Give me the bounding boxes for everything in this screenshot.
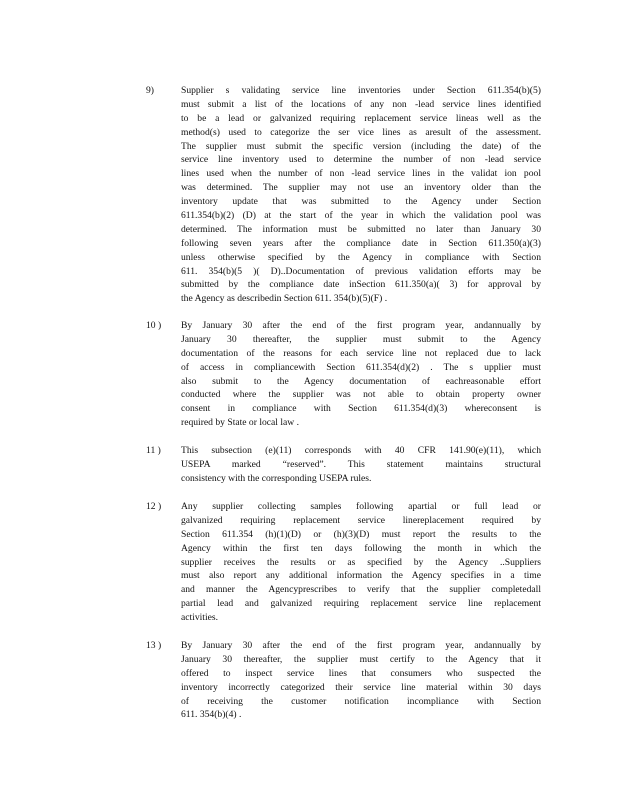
paragraph-line: was determined. The supplier may not use an inventory older than the bbox=[181, 182, 541, 194]
item-paragraph bbox=[181, 319, 541, 430]
paragraph-line: to be a lead or galvanized requiring replacement service lineas well as the bbox=[181, 112, 541, 124]
item-number: 10 ) bbox=[146, 320, 162, 331]
paragraph-line: conducted where the supplier was not able to obtain property owner bbox=[181, 389, 541, 401]
paragraph-line: offered to inspect service lines that consumers who suspected the bbox=[181, 667, 541, 679]
item-number: 9) bbox=[146, 85, 154, 96]
paragraph-line: Section 611.354 (h)(1)(D) or (h)(3)(D) must report the results to the bbox=[181, 528, 541, 540]
paragraph-line: 611. 354(b)(4) . bbox=[181, 709, 242, 721]
paragraph-line: Any supplier collecting samples following apartial or full lead or bbox=[181, 501, 541, 512]
paragraph-line: submitted by the compliance date inSection 611.350(a)( 3) for approval by bbox=[181, 279, 541, 291]
paragraph-line: of receiving the customer notification incompliance with Section bbox=[181, 695, 541, 707]
item-number: 13 ) bbox=[146, 640, 162, 651]
item-paragraph bbox=[181, 444, 541, 486]
paragraph-line: galvanized requiring replacement service linereplacement required by bbox=[181, 514, 541, 526]
paragraph-line: partial lead and galvanized requiring replacement service line replacement bbox=[181, 598, 541, 610]
paragraph-line: documentation of the reasons for each service line not replaced due to lack bbox=[181, 347, 541, 359]
paragraph-line: must submit a list of the locations of any non -lead service lines identified bbox=[181, 98, 541, 110]
paragraph-line: must also report any additional information the Agency specifies in a time bbox=[181, 570, 541, 582]
paragraph-line: January 30 thereafter, the supplier must certify to the Agency that it bbox=[181, 653, 541, 665]
paragraph-line: inventory update that was submitted to the Agency under Section bbox=[181, 196, 541, 208]
paragraph-line: and manner the Agencyprescribes to verify that the supplier completedall bbox=[181, 584, 541, 596]
paragraph-line: By January 30 after the end of the first program year, andannually by bbox=[181, 320, 541, 331]
paragraph-line: The supplier must submit the specific version (including the date) of the bbox=[181, 140, 541, 152]
paragraph-line: the Agency as describedin Section 611. 354(b)(5)(F) . bbox=[181, 293, 388, 305]
paragraph-line: inventory incorrectly categorized their service line material within 30 days bbox=[181, 681, 541, 693]
paragraph-line: method(s) used to categorize the ser vice lines as aresult of the assessment. bbox=[181, 126, 541, 138]
paragraph-line: consent in compliance with Section 611.354(d)(3) whereconsent is bbox=[181, 403, 541, 415]
paragraph-line: unless otherwise specified by the Agency in compliance with Section bbox=[181, 251, 541, 263]
paragraph-line: activities. bbox=[181, 612, 219, 624]
paragraph-line: consistency with the corresponding USEPA rules. bbox=[181, 472, 372, 484]
paragraph-line: January 30 thereafter, the supplier must submit to the Agency bbox=[181, 333, 541, 345]
paragraph-line: following seven years after the compliance date in Section 611.350(a)(3) bbox=[181, 237, 541, 249]
paragraph-line: required by State or local law . bbox=[181, 417, 300, 429]
paragraph-line: of access in compliancewith Section 611.354(d)(2) . The s upplier must bbox=[181, 361, 541, 373]
item-number: 11 ) bbox=[146, 445, 161, 456]
paragraph-line: also submit to the Agency documentation of eachreasonable effort bbox=[181, 375, 541, 387]
paragraph-line: 611. 354(b)(5 )( D)..Documentation of previous validation efforts may be bbox=[181, 265, 541, 277]
paragraph-line: Agency within the first ten days following the month in which the bbox=[181, 542, 541, 554]
paragraph-line: 611.354(b)(2) (D) at the start of the year in which the validation pool was bbox=[181, 210, 541, 222]
paragraph-line: This subsection (e)(11) corresponds with 40 CFR 141.90(e)(11), which bbox=[181, 445, 541, 456]
item-paragraph bbox=[181, 500, 541, 625]
paragraph-line: supplier receives the results or as specified by the Agency ..Suppliers bbox=[181, 556, 541, 568]
paragraph-line: service line inventory used to determine the number of non -lead service bbox=[181, 154, 541, 166]
paragraph-line: lines used when the number of non -lead service lines in the validat ion pool bbox=[181, 168, 541, 180]
paragraph-line: USEPA marked “reserved”. This statement maintains structural bbox=[181, 458, 541, 470]
item-paragraph bbox=[181, 639, 541, 722]
item-paragraph bbox=[181, 84, 541, 306]
paragraph-line: determined. The information must be submitted no later than January 30 bbox=[181, 223, 541, 235]
paragraph-line: By January 30 after the end of the first program year, andannually by bbox=[181, 640, 541, 651]
paragraph-line: Supplier s validating service line inventories under Section 611.354(b)(5) bbox=[181, 85, 541, 96]
item-number: 12 ) bbox=[146, 501, 162, 512]
